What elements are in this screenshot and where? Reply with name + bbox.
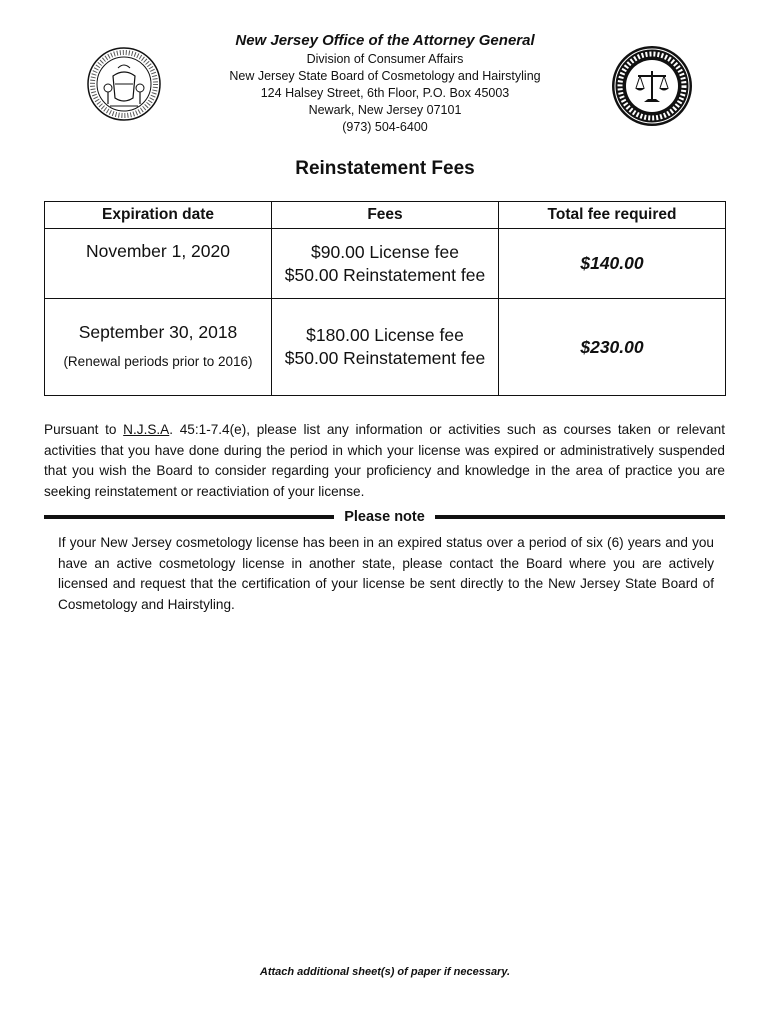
division-name: Division of Consumer Affairs bbox=[306, 52, 464, 66]
statute-citation: N.J.S.A bbox=[123, 422, 170, 437]
expiration-date: September 30, 2018 bbox=[78, 322, 238, 342]
header-expiration-date: Expiration date bbox=[45, 202, 272, 229]
street-address: 124 Halsey Street, 6th Floor, P.O. Box 45003 bbox=[260, 86, 510, 100]
expiration-date-note: (Renewal periods prior to 2016) bbox=[63, 354, 253, 369]
header-fees: Fees bbox=[272, 202, 499, 229]
phone-number: (973) 504-6400 bbox=[342, 120, 428, 134]
total-fee-cell bbox=[499, 299, 726, 396]
expiration-date-cell bbox=[45, 299, 272, 396]
paragraph-text: . 45:1-7.4(e), please list any information or activities such as courses taken or relevant activities that you have done during the period in which your license was expired or administratively suspended that you wish the Board to consider regarding your proficiency and knowledge in the area of practice you are seeking reinstatement or reactiviation of your license. bbox=[44, 422, 725, 499]
expiration-date: November 1, 2020 bbox=[86, 241, 230, 261]
board-name: New Jersey State Board of Cosmetology and Hairstyling bbox=[229, 69, 541, 83]
instructions-paragraph bbox=[44, 420, 725, 502]
reinstatement-fee: $50.00 Reinstatement fee bbox=[284, 264, 486, 285]
city-address: Newark, New Jersey 07101 bbox=[308, 103, 462, 117]
letterhead bbox=[170, 31, 600, 136]
state-seal-icon bbox=[86, 46, 162, 122]
total-fee-cell bbox=[499, 229, 726, 299]
please-note-divider bbox=[44, 509, 725, 525]
please-note-label: Please note bbox=[344, 509, 425, 525]
total-fee: $230.00 bbox=[580, 336, 644, 357]
please-note-text: If your New Jersey cosmetology license has been in an expired status over a period of six (6) years and you have an active cosmetology license in another state, please contact the Board where you are actively licensed and request that the certification of your license be sent directly to the New Jersey State Board of Cosmetology and Hairstyling. bbox=[58, 535, 714, 612]
license-fee: $90.00 License fee bbox=[311, 241, 459, 262]
office-name: New Jersey Office of the Attorney General bbox=[235, 32, 535, 49]
table-row bbox=[45, 229, 726, 299]
table-header-row bbox=[45, 202, 726, 229]
license-fee: $180.00 License fee bbox=[306, 325, 464, 345]
expiration-date-cell bbox=[45, 229, 272, 299]
total-fee: $140.00 bbox=[580, 253, 644, 273]
page-title: Reinstatement Fees bbox=[295, 158, 475, 179]
fees-cell bbox=[272, 229, 499, 299]
table-row bbox=[45, 299, 726, 396]
attorney-general-seal-icon bbox=[610, 44, 694, 128]
paragraph-prefix: Pursuant to bbox=[44, 422, 124, 437]
footer-note: Attach additional sheet(s) of paper if necessary. bbox=[259, 966, 511, 978]
divider-rule-right bbox=[435, 515, 725, 519]
fees-table bbox=[44, 201, 726, 396]
header-total-fee: Total fee required bbox=[499, 202, 726, 229]
reinstatement-fee: $50.00 Reinstatement fee bbox=[284, 348, 486, 368]
fees-cell bbox=[272, 299, 499, 396]
